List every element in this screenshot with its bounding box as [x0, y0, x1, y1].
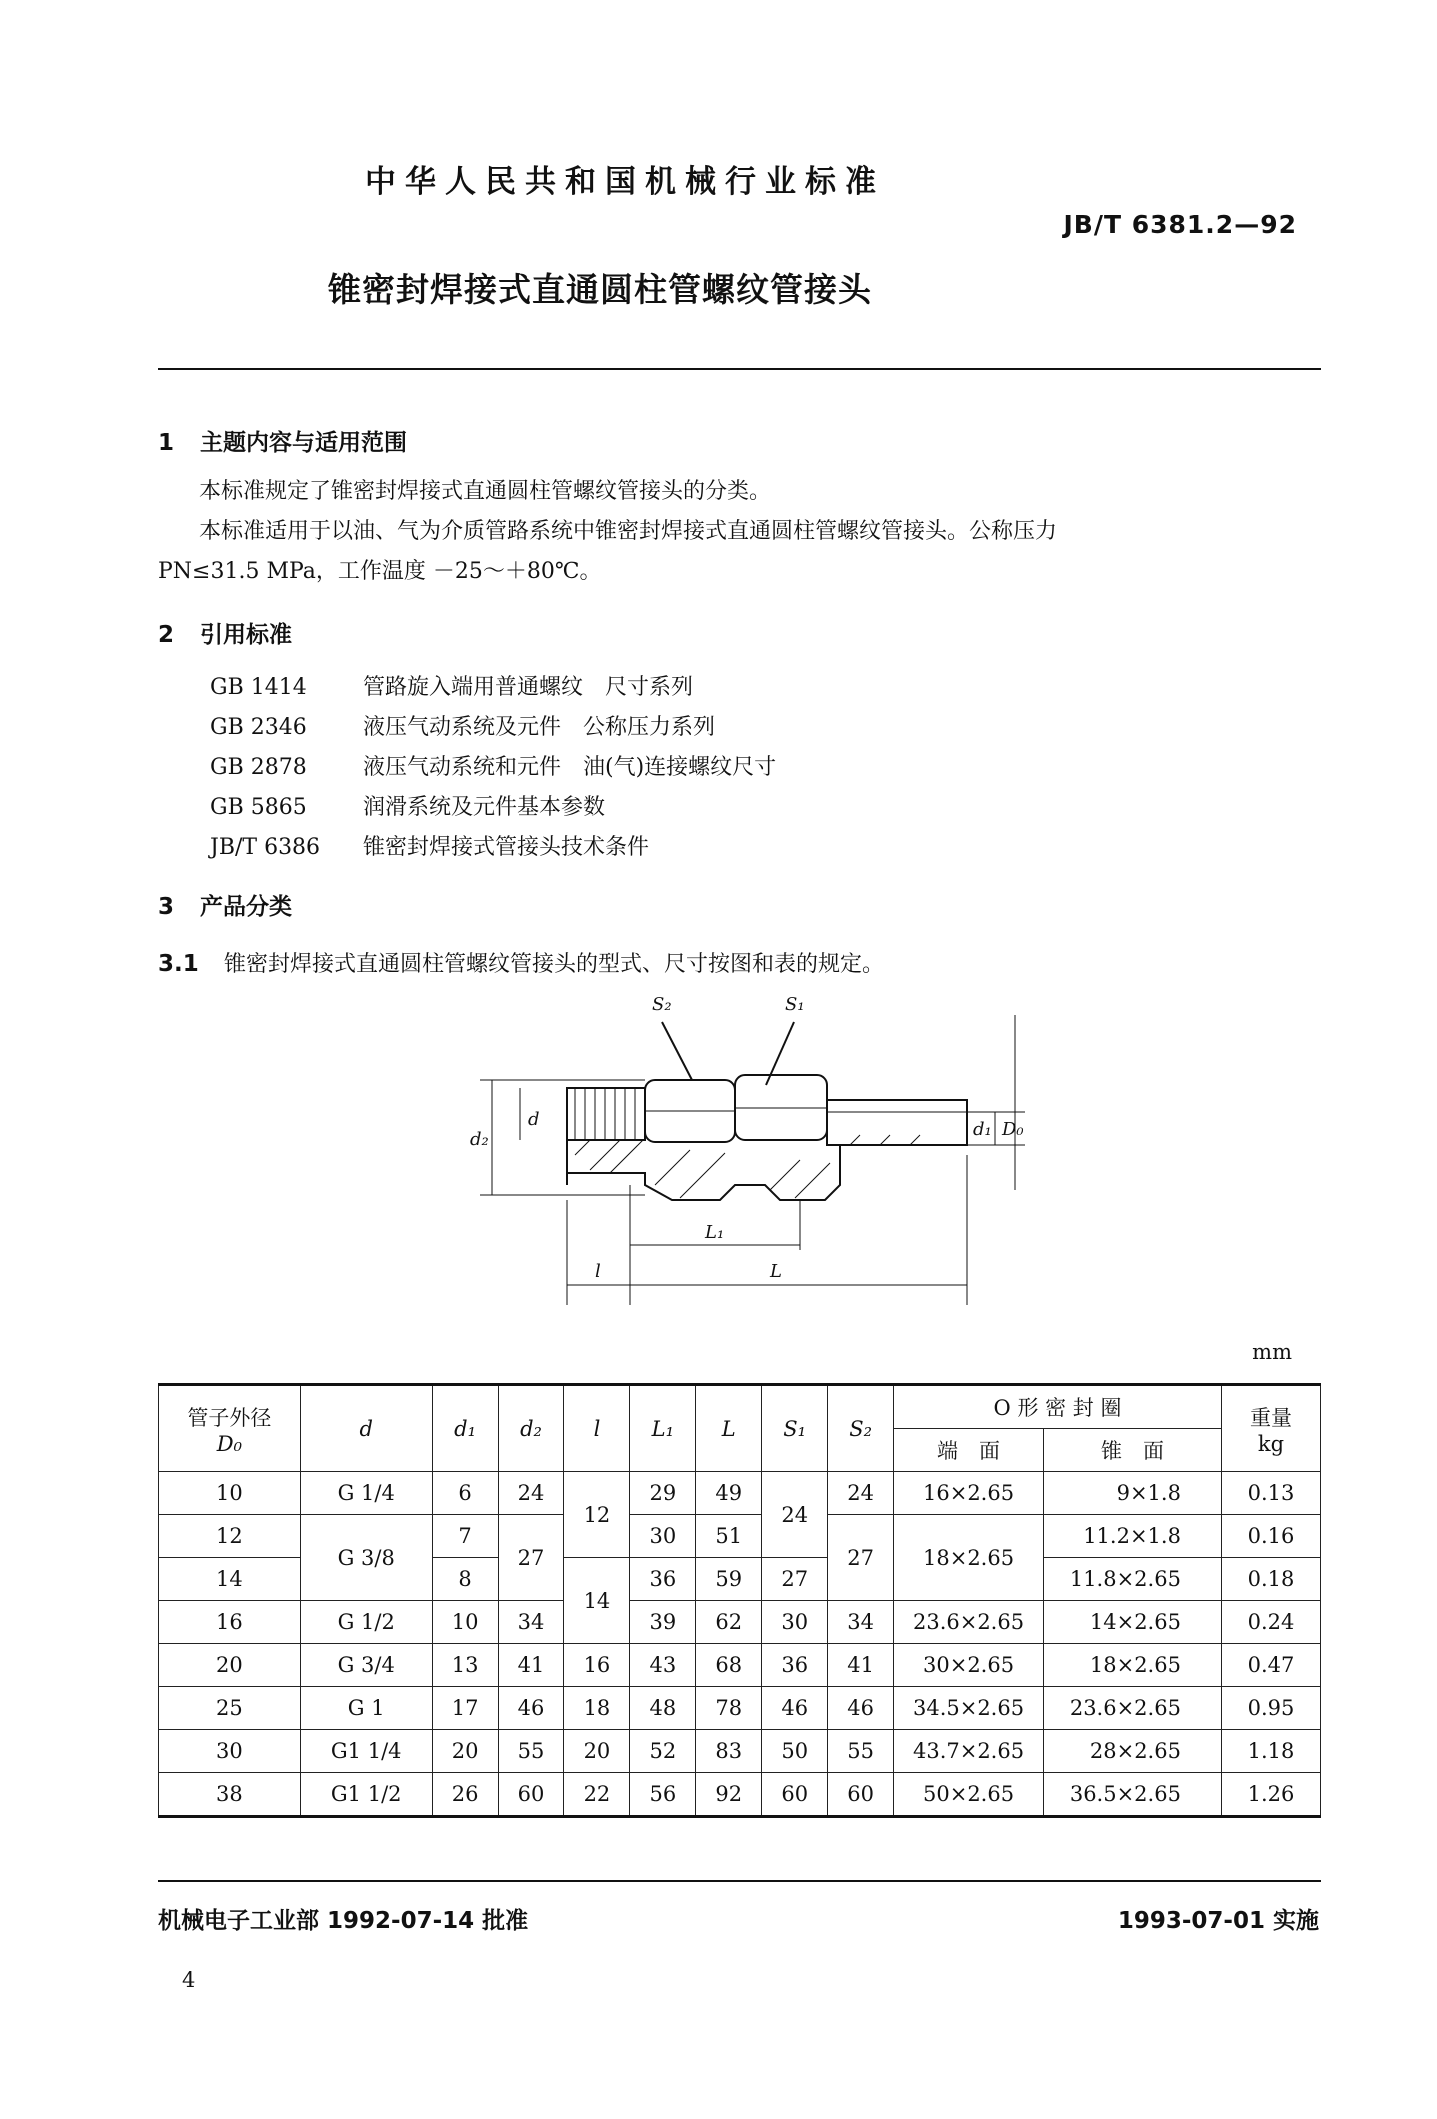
- footer-rule: [158, 1880, 1321, 1882]
- cell-d0: 38: [159, 1773, 301, 1817]
- reference-name: 管路旋入端用普通螺纹 尺寸系列: [363, 675, 694, 700]
- cell-end-face: 30×2.65: [894, 1644, 1044, 1687]
- cell-d2: 41: [498, 1644, 564, 1687]
- header-weight-text: 重量: [1249, 1405, 1292, 1430]
- cell-cone-face: 28×2.65: [1044, 1730, 1222, 1773]
- cell-d0: 20: [159, 1644, 301, 1687]
- weld-tube-outline: [827, 1100, 967, 1145]
- page-number: 4: [182, 1968, 196, 1992]
- cell-s2: 27: [828, 1515, 894, 1601]
- reference-item: [210, 828, 776, 868]
- cell-s1: 27: [762, 1558, 828, 1601]
- section-title: 产品分类: [200, 894, 292, 920]
- reference-list: [210, 668, 776, 868]
- reference-name: 液压气动系统和元件 油(气)连接螺纹尺寸: [363, 755, 777, 780]
- label-d0: D₀: [1002, 1119, 1024, 1140]
- cell-cone-face: 14×2.65: [1044, 1601, 1222, 1644]
- cell-l1: 36: [630, 1558, 696, 1601]
- cell-L: 59: [696, 1558, 762, 1601]
- table-row: [159, 1773, 1321, 1817]
- cell-d0: 10: [159, 1472, 301, 1515]
- cell-s2: 41: [828, 1644, 894, 1687]
- cell-cone-face: 18×2.65: [1044, 1644, 1222, 1687]
- cell-l1: 43: [630, 1644, 696, 1687]
- cell-L: 49: [696, 1472, 762, 1515]
- thread-lines: [575, 1088, 635, 1140]
- s2-leader-line: [662, 1022, 692, 1080]
- cell-d1: 7: [432, 1515, 498, 1558]
- cell-l1: 48: [630, 1687, 696, 1730]
- reference-name: 润滑系统及元件基本参数: [363, 795, 606, 820]
- cell-s2: 24: [828, 1472, 894, 1515]
- cell-l1: 56: [630, 1773, 696, 1817]
- cell-d: G 1/2: [300, 1601, 432, 1644]
- label-d2: d₂: [470, 1129, 489, 1150]
- cell-l1: 39: [630, 1601, 696, 1644]
- clause-number: 3.1: [158, 951, 199, 977]
- header-l: l: [564, 1385, 630, 1472]
- header-s1: S₁: [762, 1385, 828, 1472]
- cell-cone-face: 23.6×2.65: [1044, 1687, 1222, 1730]
- section-3-heading: [158, 888, 292, 921]
- reference-name: 锥密封焊接式管接头技术条件: [363, 835, 650, 860]
- reference-code: JB/T 6386: [210, 835, 321, 860]
- cell-L: 92: [696, 1773, 762, 1817]
- cell-d2: 46: [498, 1687, 564, 1730]
- cell-d: G1 1/2: [300, 1773, 432, 1817]
- header-pipe-od: [159, 1385, 301, 1472]
- cell-L: 51: [696, 1515, 762, 1558]
- cell-d2: 60: [498, 1773, 564, 1817]
- cell-s1: 30: [762, 1601, 828, 1644]
- cell-d1: 20: [432, 1730, 498, 1773]
- cell-weight: 0.24: [1221, 1601, 1320, 1644]
- reference-item: [210, 708, 776, 748]
- cell-s2: 46: [828, 1687, 894, 1730]
- cell-s2: 60: [828, 1773, 894, 1817]
- cell-l1: 29: [630, 1472, 696, 1515]
- cell-cone-face: 9×1.8: [1044, 1472, 1222, 1515]
- table-row: [159, 1687, 1321, 1730]
- cell-d1: 8: [432, 1558, 498, 1601]
- cell-end-face: 18×2.65: [894, 1515, 1044, 1601]
- effective-date-line: 1993-07-01 实施: [1117, 1908, 1319, 1934]
- cell-d2: 27: [498, 1515, 564, 1601]
- section-title: 引用标准: [200, 622, 292, 648]
- section-outline: [567, 1140, 967, 1200]
- cell-d: G1 1/4: [300, 1730, 432, 1773]
- header-d: d: [300, 1385, 432, 1472]
- header-s2: S₂: [828, 1385, 894, 1472]
- cell-weight: 1.18: [1221, 1730, 1320, 1773]
- cell-weight: 1.26: [1221, 1773, 1320, 1817]
- dimension-lines: [480, 1015, 1025, 1305]
- cell-L: 83: [696, 1730, 762, 1773]
- cell-weight: 0.18: [1221, 1558, 1320, 1601]
- cell-s1: 50: [762, 1730, 828, 1773]
- section-1-para-2-cont: PN≤31.5 MPa，工作温度 －25～＋80℃。: [158, 559, 602, 584]
- issuing-body: 中华人民共和国机械行业标准: [365, 164, 885, 200]
- header-weight-unit: kg: [1257, 1431, 1285, 1456]
- reference-item: [210, 668, 776, 708]
- cell-d: G 3/4: [300, 1644, 432, 1687]
- reference-code: GB 2346: [210, 715, 307, 740]
- cell-weight: 0.16: [1221, 1515, 1320, 1558]
- cell-weight: 0.13: [1221, 1472, 1320, 1515]
- cell-cone-face: 36.5×2.65: [1044, 1773, 1222, 1817]
- label-l-small: l: [595, 1261, 601, 1282]
- cell-d0: 12: [159, 1515, 301, 1558]
- approval-line: 机械电子工业部 1992-07-14 批准: [158, 1908, 529, 1934]
- fitting-drawing: [440, 985, 1040, 1320]
- reference-item: [210, 788, 776, 828]
- section-2-heading: [158, 616, 292, 649]
- table-row: [159, 1515, 1321, 1558]
- cell-d0: 30: [159, 1730, 301, 1773]
- cell-l1: 52: [630, 1730, 696, 1773]
- reference-name: 液压气动系统及元件 公称压力系列: [363, 715, 716, 740]
- cell-L: 68: [696, 1644, 762, 1687]
- reference-code: GB 1414: [210, 675, 307, 700]
- cell-d: G 3/8: [300, 1515, 432, 1601]
- dimension-table: [158, 1383, 1321, 1818]
- section-1-para-1: 本标准规定了锥密封焊接式直通圆柱管螺纹管接头的分类。: [199, 479, 772, 504]
- cell-s2: 55: [828, 1730, 894, 1773]
- cell-l: 20: [564, 1730, 630, 1773]
- cell-l: 14: [564, 1558, 630, 1644]
- section-number: 2: [158, 622, 175, 648]
- cell-end-face: 16×2.65: [894, 1472, 1044, 1515]
- header-pipe-od-text: 管子外径: [187, 1405, 272, 1430]
- cell-l: 18: [564, 1687, 630, 1730]
- reference-item: [210, 748, 776, 788]
- cell-end-face: 23.6×2.65: [894, 1601, 1044, 1644]
- header-L: L: [696, 1385, 762, 1472]
- cell-end-face: 43.7×2.65: [894, 1730, 1044, 1773]
- reference-code: GB 2878: [210, 755, 307, 780]
- threaded-stud-outline: [567, 1088, 645, 1140]
- section-1-para-2: 本标准适用于以油、气为介质管路系统中锥密封焊接式直通圆柱管螺纹管接头。公称压力: [199, 519, 1058, 544]
- cell-d1: 26: [432, 1773, 498, 1817]
- cell-L: 62: [696, 1601, 762, 1644]
- header-cone-face: 锥 面: [1044, 1429, 1222, 1472]
- cell-d1: 10: [432, 1601, 498, 1644]
- cell-d2: 55: [498, 1730, 564, 1773]
- label-d: d: [528, 1109, 540, 1130]
- cell-L: 78: [696, 1687, 762, 1730]
- table-row: [159, 1730, 1321, 1773]
- standard-number: JB/T 6381.2—92: [1063, 210, 1297, 239]
- cell-d2: 24: [498, 1472, 564, 1515]
- label-l1: L₁: [705, 1222, 725, 1243]
- cell-s1: 24: [762, 1472, 828, 1558]
- cell-l: 22: [564, 1773, 630, 1817]
- cell-cone-face: 11.2×1.8: [1044, 1515, 1222, 1558]
- cell-end-face: 34.5×2.65: [894, 1687, 1044, 1730]
- cell-d2: 34: [498, 1601, 564, 1644]
- header-d2: d₂: [498, 1385, 564, 1472]
- header-oring: O 形 密 封 圈: [894, 1385, 1222, 1429]
- label-d1: d₁: [973, 1119, 992, 1140]
- section-number: 1: [158, 430, 175, 456]
- header-pipe-od-symbol: D₀: [216, 1431, 243, 1456]
- header-d1: d₁: [432, 1385, 498, 1472]
- cell-s1: 46: [762, 1687, 828, 1730]
- label-s2: S₂: [652, 994, 672, 1015]
- unit-label: mm: [1252, 1340, 1292, 1364]
- cell-d1: 6: [432, 1472, 498, 1515]
- header-weight: [1221, 1385, 1320, 1472]
- cell-s1: 36: [762, 1644, 828, 1687]
- label-l-big: L: [770, 1261, 782, 1282]
- label-s1: S₁: [785, 994, 805, 1015]
- header-l1: L₁: [630, 1385, 696, 1472]
- header-end-face: 端 面: [894, 1429, 1044, 1472]
- table-row: [159, 1472, 1321, 1515]
- cell-weight: 0.47: [1221, 1644, 1320, 1687]
- cell-s1: 60: [762, 1773, 828, 1817]
- cell-d1: 17: [432, 1687, 498, 1730]
- cell-d0: 14: [159, 1558, 301, 1601]
- cell-d0: 25: [159, 1687, 301, 1730]
- cell-s2: 34: [828, 1601, 894, 1644]
- document-title: 锥密封焊接式直通圆柱管螺纹管接头: [328, 270, 872, 309]
- cell-weight: 0.95: [1221, 1687, 1320, 1730]
- reference-code: GB 5865: [210, 795, 307, 820]
- section-number: 3: [158, 894, 175, 920]
- cell-l: 16: [564, 1644, 630, 1687]
- table-row: [159, 1601, 1321, 1644]
- cell-l: 12: [564, 1472, 630, 1558]
- header-rule: [158, 368, 1321, 370]
- cell-d: G 1: [300, 1687, 432, 1730]
- cell-d1: 13: [432, 1644, 498, 1687]
- clause-text: 锥密封焊接式直通圆柱管螺纹管接头的型式、尺寸按图和表的规定。: [224, 952, 885, 977]
- section-1-heading: [158, 424, 407, 457]
- cell-d: G 1/4: [300, 1472, 432, 1515]
- clause-3-1: [158, 944, 884, 985]
- cell-d0: 16: [159, 1601, 301, 1644]
- section-title: 主题内容与适用范围: [200, 430, 407, 456]
- cell-l1: 30: [630, 1515, 696, 1558]
- table-row: [159, 1644, 1321, 1687]
- cell-cone-face: 11.8×2.65: [1044, 1558, 1222, 1601]
- cell-end-face: 50×2.65: [894, 1773, 1044, 1817]
